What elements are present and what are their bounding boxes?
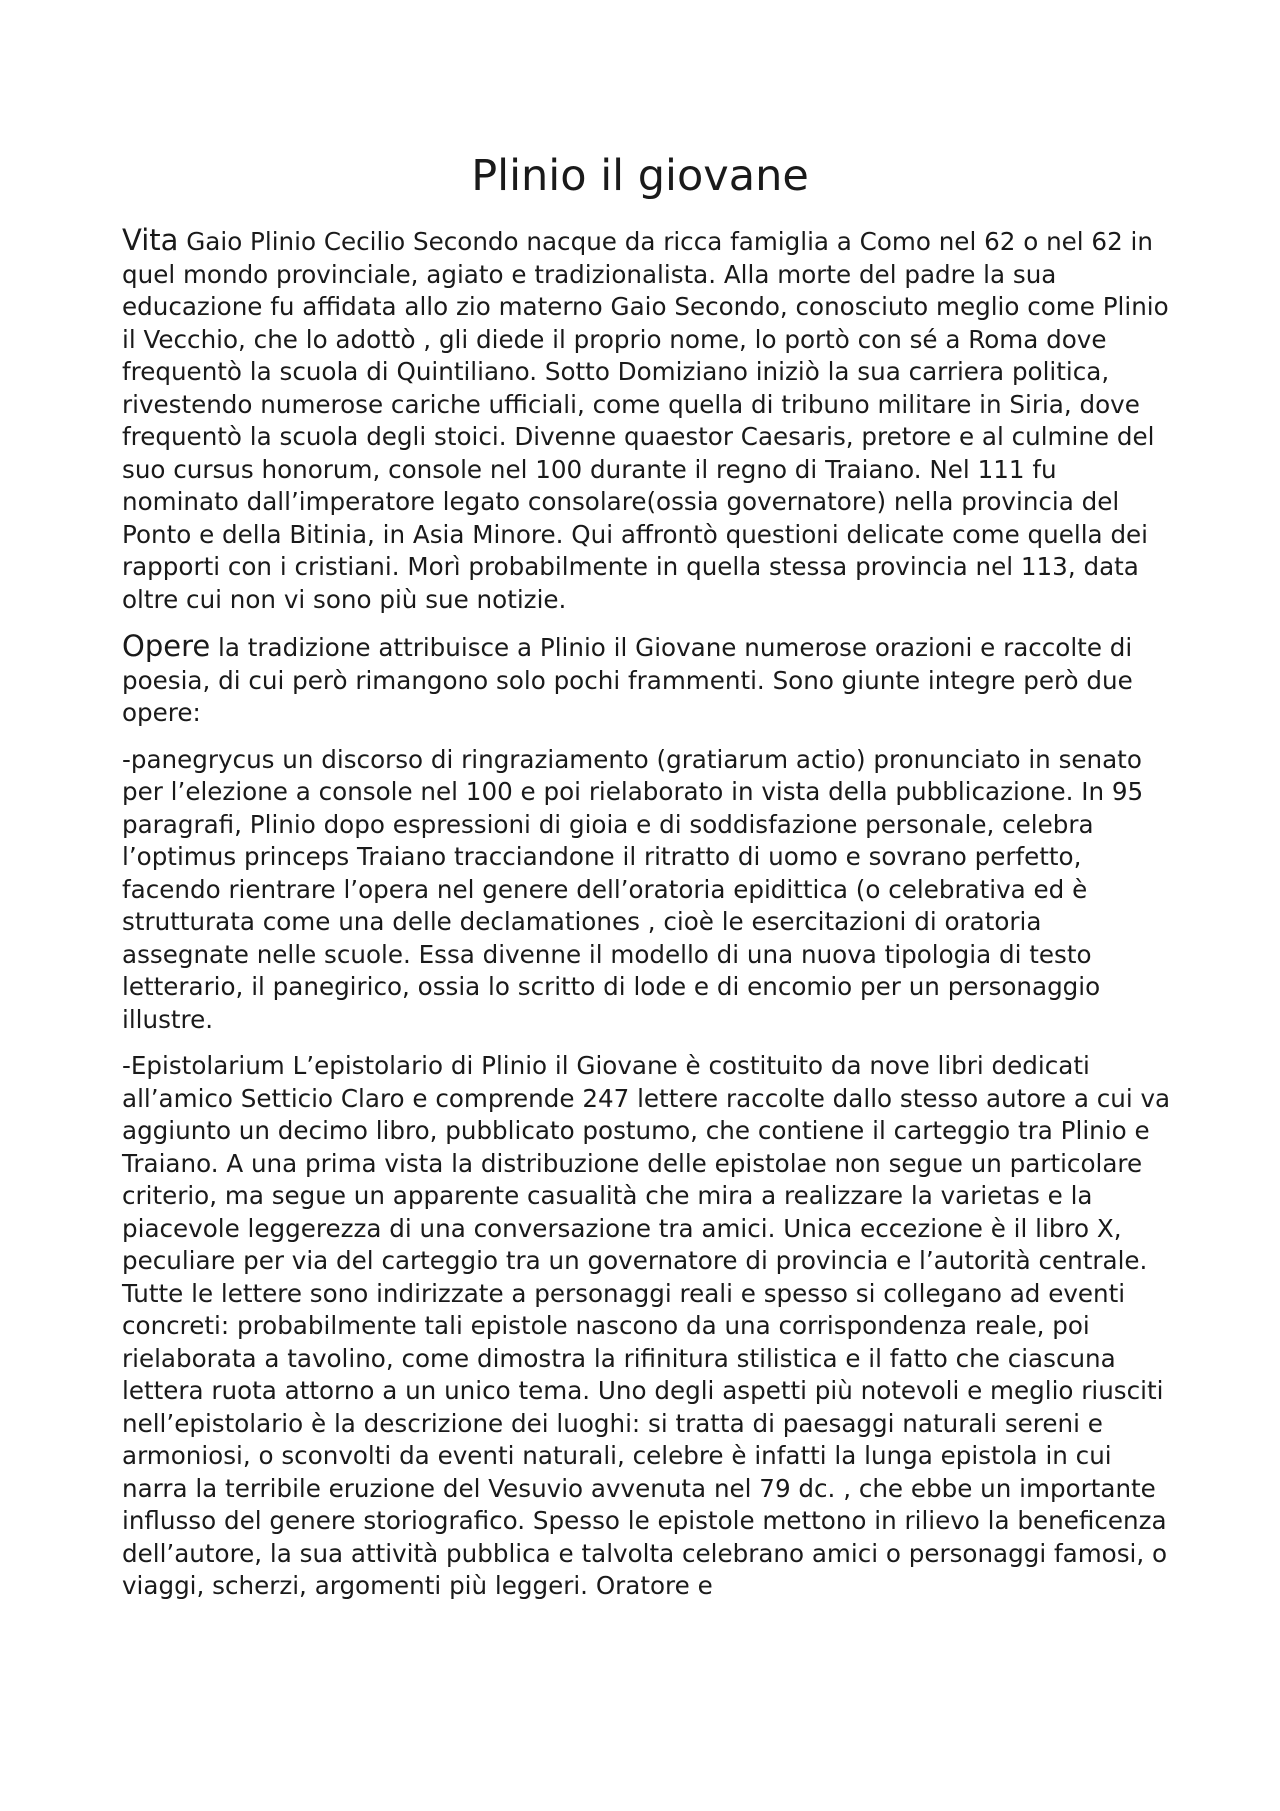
document-body bbox=[122, 224, 1172, 1617]
paragraph-vita bbox=[122, 224, 1172, 616]
paragraph-opere-text: la tradizione attribuisce a Plinio il Giovane numerose orazioni e raccolte di poesia, di cui però rimangono solo pochi frammenti. Sono giunte integre però due opere: bbox=[122, 633, 1133, 727]
section-heading-vita: Vita bbox=[122, 223, 179, 257]
page-title: Plinio il giovane bbox=[471, 151, 809, 201]
paragraph-opere bbox=[122, 630, 1172, 730]
paragraph-vita-text: Gaio Plinio Cecilio Secondo nacque da ricca famiglia a Como nel 62 o nel 62 in quel mondo provinciale, agiato e tradizionalista. Alla morte del padre la sua educazione fu affidata allo zio materno Gaio Secondo, conosciuto meglio come Plinio il Vecchio, che lo adottò , gli diede il proprio nome, lo portò con sé a Roma dove frequentò la scuola di Quintiliano. Sotto Domiziano iniziò la sua carriera politica, rivestendo numerose cariche ufficiali, come quella di tribuno militare in Siria, dove frequentò la scuola degli stoici. Divenne quaestor Caesaris, pretore e al culmine del suo cursus honorum, console nel 100 durante il regno di Traiano. Nel 111 fu nominato dall’imperatore legato consolare(ossia governatore) nella provincia del Ponto e della Bitinia, in Asia Minore. Qui affrontò questioni delicate come quella dei rapporti con i cristiani. Morì probabilmente in quella stessa provincia nel 113, data oltre cui non vi sono più sue notizie. bbox=[122, 227, 1169, 614]
paragraph-epistolarium: -Epistolarium L’epistolario di Plinio il Giovane è costituito da nove libri dedicati all’amico Setticio Claro e comprende 247 lettere raccolte dallo stesso autore a cui va aggiunto un decimo libro, pubblicato postumo, che contiene il carteggio tra Plinio e Traiano. A una prima vista la distribuzione delle epistolae non segue un particolare criterio, ma segue un apparente casualità che mira a realizzare la varietas e la piacevole leggerezza di una conversazione tra amici. Unica eccezione è il libro X, peculiare per via del carteggio tra un governatore di provincia e l’autorità centrale. Tutte le lettere sono indirizzate a personaggi reali e spesso si collegano ad eventi concreti: probabilmente tali epistole nascono da una corrispondenza reale, poi rielaborata a tavolino, come dimostra la rifinitura stilistica e il fatto che ciascuna lettera ruota attorno a un unico tema. Uno degli aspetti più notevoli e meglio riusciti nell’epistolario è la descrizione dei luoghi: si tratta di paesaggi naturali sereni e armoniosi, o sconvolti da eventi naturali, celebre è infatti la lunga epistola in cui narra la terribile eruzione del Vesuvio avvenuta nel 79 dc. , che ebbe un importante influsso del genere storiografico. Spesso le epistole mettono in rilievo la beneficenza dell’autore, la sua attività pubblica e talvolta celebrano amici o personaggi famosi, o viaggi, scherzi, argomenti più leggeri. Oratore e bbox=[122, 1051, 1171, 1600]
paragraph-panegyricus: -panegrycus un discorso di ringraziamento (gratiarum actio) pronunciato in senato per l’elezione a console nel 100 e poi rielaborato in vista della pubblicazione. In 95 paragrafi, Plinio dopo espressioni di gioia e di soddisfazione personale, celebra l’optimus princeps Traiano tracciandone il ritratto di uomo e sovrano perfetto, facendo rientrare l’opera nel genere dell’oratoria epidittica (o celebrativa ed è strutturata come una delle declamationes , cioè le esercitazioni di oratoria assegnate nelle scuole. Essa divenne il modello di una nuova tipologia di testo letterario, il panegirico, ossia lo scritto di lode e di encomio per un personaggio illustre. bbox=[122, 744, 1144, 1034]
section-heading-opere: Opere bbox=[122, 629, 211, 663]
